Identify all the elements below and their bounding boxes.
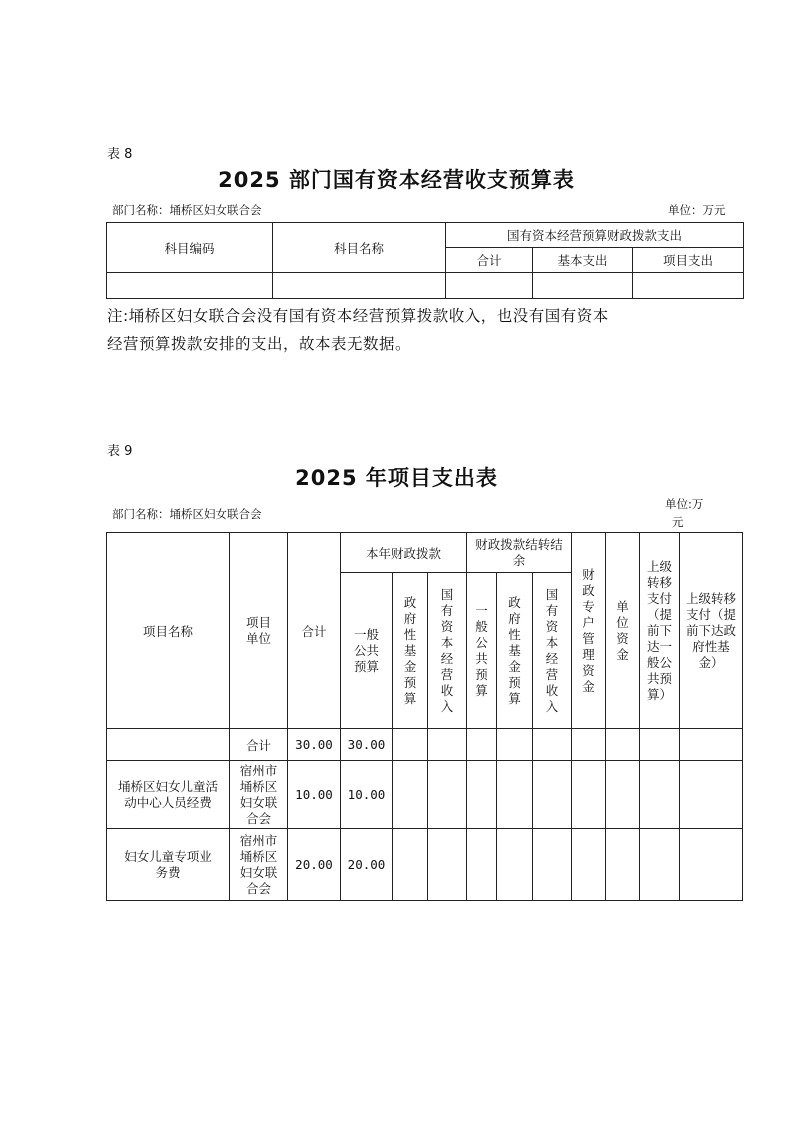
header-unit-funds: 单位资金 — [606, 533, 640, 729]
table9-unit: 单位:万 — [665, 497, 704, 511]
table9-title: 2025 年项目支出表 — [295, 466, 498, 490]
table-row — [107, 273, 744, 299]
header-project-unit: 项目单位 — [230, 533, 288, 729]
header-carry-state-capital: 国有资本经营收入 — [533, 573, 572, 729]
table-row: 合计 30.00 30.00 — [107, 729, 743, 761]
table-row: 埇桥区妇女儿童活动中心人员经费 宿州市埇桥区妇女联合会 10.00 10.00 — [107, 761, 743, 829]
header-carryover: 财政拨款结转结余 — [467, 533, 572, 573]
table9-unit-cont: 元 — [672, 515, 684, 529]
header-state-capital-expense: 国有资本经营预算财政拨款支出 — [446, 223, 744, 248]
table8-note-line2: 经营预算拨款安排的支出，故本表无数据。 — [107, 335, 412, 353]
header-carry-general-budget: 一般公共预算 — [467, 573, 497, 729]
table8-title: 2025 部门国有资本经营收支预算表 — [218, 168, 575, 192]
header-special-account-funds: 财政专户管理资金 — [572, 533, 606, 729]
table8-dept: 部门名称：埇桥区妇女联合会 — [112, 203, 262, 217]
header-project-expense: 项目支出 — [633, 248, 744, 273]
header-state-capital-income: 国有资本经营收入 — [428, 573, 467, 729]
header-fund-budget: 政府性基金预算 — [393, 573, 428, 729]
header-transfer-fund: 上级转移支付（提前下达政府性基金） — [680, 533, 743, 729]
table8-note-line1: 注:埇桥区妇女联合会没有国有资本经营预算拨款收入，也没有国有资本 — [107, 307, 609, 325]
header-total: 合计 — [288, 533, 341, 729]
table-row: 妇女儿童专项业务费 宿州市埇桥区妇女联合会 20.00 20.00 — [107, 829, 743, 901]
header-current-year-appropriation: 本年财政拨款 — [341, 533, 467, 573]
header-subject-name: 科目名称 — [273, 223, 446, 273]
header-transfer-general: 上级转移支付（提前下达一般公共预算） — [640, 533, 680, 729]
table8-unit: 单位：万元 — [668, 203, 726, 217]
table9-dept: 部门名称：埇桥区妇女联合会 — [112, 507, 262, 521]
header-basic-expense: 基本支出 — [533, 248, 633, 273]
header-project-name: 项目名称 — [107, 533, 230, 729]
header-general-budget: 一般公共预算 — [341, 573, 393, 729]
table8 — [106, 222, 744, 299]
header-subject-code: 科目编码 — [107, 223, 273, 273]
header-carry-fund-budget: 政府性基金预算 — [497, 573, 533, 729]
header-total: 合计 — [446, 248, 533, 273]
table9 — [106, 532, 743, 901]
table8-label: 表 8 — [107, 147, 133, 162]
table9-label: 表 9 — [107, 444, 133, 459]
